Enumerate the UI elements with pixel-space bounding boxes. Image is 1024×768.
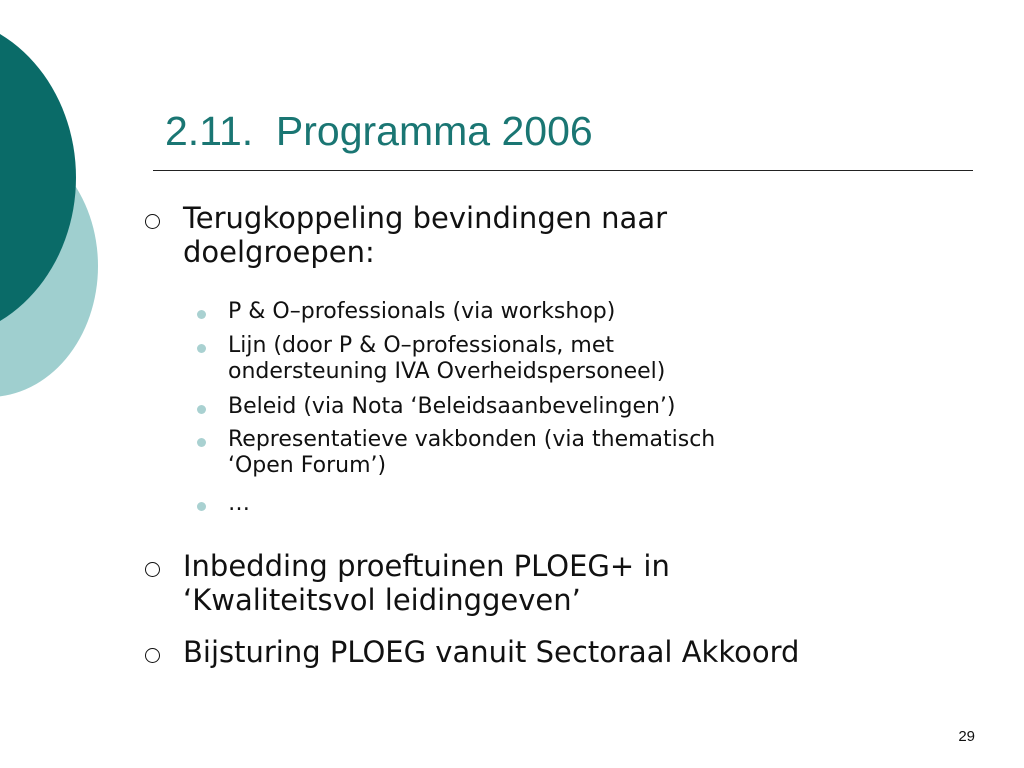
bullet-line: doelgroepen: [183,235,375,269]
slide-title: 2.11. Programma 2006 [165,108,593,154]
bullet-item [183,201,963,269]
sub-bullet-line: Lijn (door P & O–professionals, met [228,333,614,358]
sub-bullet-line: Representatieve vakbonden (via thematisch [228,427,716,452]
hollow-circle-bullet-icon [145,214,160,229]
sub-bullet-item [228,299,928,325]
filled-circle-bullet-icon [197,502,206,511]
sub-bullet-line: P & O–professionals (via workshop) [228,299,616,324]
filled-circle-bullet-icon [197,405,206,414]
title-divider [153,170,973,171]
bullet-item [183,549,963,617]
sub-bullet-item [228,333,928,385]
bullet-line: Terugkoppeling bevindingen naar [183,201,668,235]
page-number: 29 [958,728,975,745]
bullet-line: Inbedding proeftuinen PLOEG+ in [183,549,670,583]
filled-circle-bullet-icon [197,310,206,319]
sub-bullet-item [228,394,928,420]
bullet-line: ‘Kwaliteitsvol leidinggeven’ [183,583,581,617]
bullet-line: Bijsturing PLOEG vanuit Sectoraal Akkoord [183,635,800,669]
hollow-circle-bullet-icon [145,562,160,577]
sub-bullet-item [228,427,928,479]
filled-circle-bullet-icon [197,438,206,447]
sub-bullet-line: Beleid (via Nota ‘Beleidsaanbevelingen’) [228,394,676,419]
sub-bullet-line: … [228,491,250,516]
sub-bullet-line: ondersteuning IVA Overheidspersoneel) [228,359,666,384]
sub-bullet-item [228,491,928,517]
sub-bullet-line: ‘Open Forum’) [228,453,387,478]
filled-circle-bullet-icon [197,344,206,353]
bullet-item [183,635,963,669]
hollow-circle-bullet-icon [145,648,160,663]
